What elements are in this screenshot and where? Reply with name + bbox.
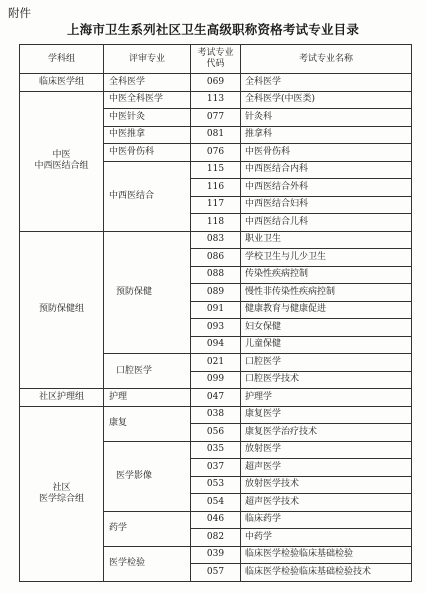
exam-code-cell: 093 [191,319,241,337]
table-row [20,91,412,109]
exam-code-cell: 076 [191,144,241,162]
exam-code-cell: 056 [191,424,241,442]
exam-code-cell: 113 [191,91,241,109]
exam-code-cell: 057 [191,564,241,582]
exam-code-cell: 099 [191,371,241,389]
review-specialty-cell: 中医全科医学 [104,91,191,109]
exam-code-cell: 077 [191,109,241,127]
exam-code-cell: 046 [191,511,241,529]
exam-code-cell: 038 [191,406,241,424]
table-row [20,74,412,92]
exam-code-cell: 091 [191,301,241,319]
exam-code-cell: 083 [191,231,241,249]
review-specialty-cell: 全科医学 [104,74,191,92]
exam-code-cell: 053 [191,476,241,494]
exam-name-cell: 超声医学技术 [241,494,412,512]
column-header: 考试专业代码 [191,45,241,74]
review-specialty-cell: 中西医结合 [104,161,191,231]
exam-name-cell: 口腔医学 [241,354,412,372]
exam-code-cell: 089 [191,284,241,302]
exam-name-cell: 康复医学治疗技术 [241,424,412,442]
review-specialty-cell: 中医推拿 [104,126,191,144]
exam-name-cell: 康复医学 [241,406,412,424]
specialty-table [19,44,412,582]
exam-name-cell: 护理学 [241,389,412,407]
review-specialty-cell: 中医针灸 [104,109,191,127]
exam-code-cell: 039 [191,546,241,564]
exam-code-cell: 069 [191,74,241,92]
exam-name-cell: 中医骨伤科 [241,144,412,162]
exam-code-cell: 086 [191,249,241,267]
exam-name-cell: 全科医学 [241,74,412,92]
column-header: 评审专业 [104,45,191,74]
exam-code-cell: 021 [191,354,241,372]
group-cell: 社区 医学综合组 [20,406,104,581]
exam-code-cell: 118 [191,214,241,232]
table-row [20,406,412,424]
exam-name-cell: 健康教育与健康促进 [241,301,412,319]
group-cell: 社区护理组 [20,389,104,407]
review-specialty-cell: 康复 [104,406,191,441]
exam-name-cell: 中西医结合儿科 [241,214,412,232]
exam-name-cell: 传染性疾病控制 [241,266,412,284]
exam-name-cell: 临床药学 [241,511,412,529]
exam-code-cell: 081 [191,126,241,144]
exam-code-cell: 035 [191,441,241,459]
exam-name-cell: 全科医学(中医类) [241,91,412,109]
exam-name-cell: 口腔医学技术 [241,371,412,389]
exam-code-cell: 047 [191,389,241,407]
exam-code-cell: 116 [191,179,241,197]
review-specialty-cell: 医学影像 [104,441,191,511]
exam-name-cell: 放射医学技术 [241,476,412,494]
exam-name-cell: 放射医学 [241,441,412,459]
exam-name-cell: 学校卫生与儿少卫生 [241,249,412,267]
exam-name-cell: 中西医结合内科 [241,161,412,179]
table-row [20,231,412,249]
exam-name-cell: 超声医学 [241,459,412,477]
table-header-row [20,45,412,74]
review-specialty-cell: 预防保健 [104,231,191,354]
exam-code-cell: 082 [191,529,241,547]
column-header: 考试专业名称 [241,45,412,74]
group-cell: 预防保健组 [20,231,104,389]
exam-code-cell: 054 [191,494,241,512]
exam-code-cell: 088 [191,266,241,284]
attachment-label: 附件 [8,6,31,20]
exam-name-cell: 妇女保健 [241,319,412,337]
review-specialty-cell: 医学检验 [104,546,191,581]
group-cell: 临床医学组 [20,74,104,92]
exam-code-cell: 115 [191,161,241,179]
review-specialty-cell: 中医骨伤科 [104,144,191,162]
table-row [20,389,412,407]
exam-name-cell: 中西医结合妇科 [241,196,412,214]
exam-code-cell: 094 [191,336,241,354]
exam-name-cell: 临床医学检验临床基础检验技术 [241,564,412,582]
exam-name-cell: 慢性非传染性疾病控制 [241,284,412,302]
exam-name-cell: 儿童保健 [241,336,412,354]
exam-name-cell: 中西医结合外科 [241,179,412,197]
exam-name-cell: 临床医学检验临床基础检验 [241,546,412,564]
review-specialty-cell: 口腔医学 [104,354,191,389]
exam-code-cell: 117 [191,196,241,214]
column-header: 学科组 [20,45,104,74]
exam-name-cell: 中药学 [241,529,412,547]
document-title: 上海市卫生系列社区卫生高级职称资格考试专业目录 [66,22,360,37]
group-cell: 中医 中西医结合组 [20,91,104,231]
exam-name-cell: 推拿科 [241,126,412,144]
exam-name-cell: 针灸科 [241,109,412,127]
review-specialty-cell: 护理 [104,389,191,407]
review-specialty-cell: 药学 [104,511,191,546]
exam-code-cell: 037 [191,459,241,477]
exam-name-cell: 职业卫生 [241,231,412,249]
